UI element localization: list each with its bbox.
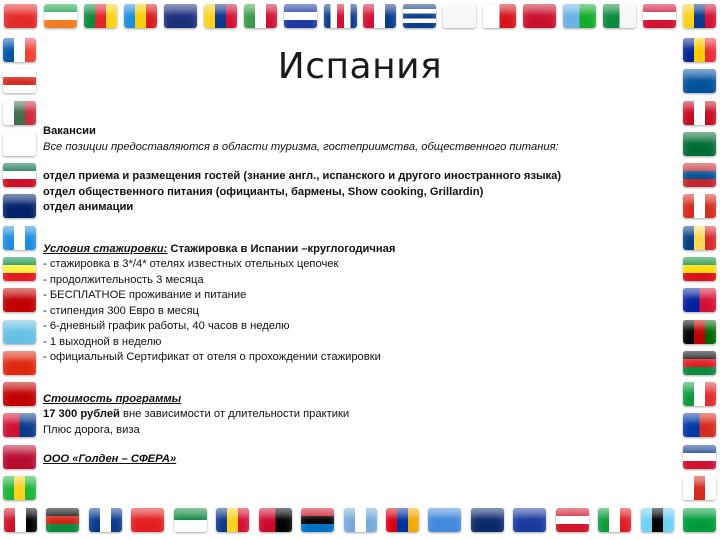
flag-icon [259,508,292,532]
flag-icon [683,382,716,406]
flag-icon [386,508,419,532]
slide-content [43,124,663,468]
flag-border-right [683,38,717,500]
flag-icon [3,288,36,312]
condition-item: - официальный Сертификат от отеля о прохождении стажировки [43,351,381,363]
flag-icon [3,445,36,469]
flag-icon [603,4,636,28]
condition-item: - стажировка в 3*/4* отелях известных отельных цепочек [43,258,339,270]
flag-icon [683,101,716,125]
flag-icon [164,4,197,28]
flag-icon [46,508,79,532]
flag-icon [204,4,237,28]
flag-icon [3,257,36,281]
flag-icon [3,163,36,187]
flag-icon [683,320,716,344]
flag-icon [3,382,36,406]
flag-icon [683,413,716,437]
flag-icon [428,508,461,532]
flag-icon [643,4,676,28]
cost-price: 17 300 рублей [43,408,120,420]
flag-border-bottom [4,508,716,534]
flag-icon [3,320,36,344]
flag-icon [641,508,674,532]
flag-icon [301,508,334,532]
vacancies-heading: Вакансии [43,125,96,137]
flag-icon [4,4,37,28]
condition-item: - 6-дневный график работы, 40 часов в неделю [43,320,290,332]
flag-icon [3,413,36,437]
flag-icon [443,4,476,28]
flag-border-top [4,4,716,30]
flag-icon [3,351,36,375]
flag-icon [324,4,357,28]
flag-icon [683,288,716,312]
conditions-text: Стажировка в Испании –круглогодичная [167,242,396,255]
vacancy-item: отдел анимации [43,201,134,213]
flag-icon [683,476,716,500]
flag-icon [284,4,317,28]
flag-icon [89,508,122,532]
flag-icon [683,132,716,156]
conditions-label: Условия стажировки: [43,242,168,255]
flag-icon [124,4,157,28]
cost-heading: Стоимость программы [43,392,182,405]
flag-icon [683,4,716,28]
flag-icon [598,508,631,532]
flag-icon [244,4,277,28]
vacancy-item: отдел приема и размещения гостей (знание англ., испанского и другого иностранного языка) [43,170,562,182]
flag-icon [683,163,716,187]
cost-price-note: вне зависимости от длительности практики [119,408,350,420]
condition-item: - 1 выходной в неделю [43,335,162,348]
vacancy-item: отдел общественного питания (официанты, бармены, Show cooking, Grillardin) [43,185,484,198]
flag-icon [4,508,37,532]
flag-icon [44,4,77,28]
flag-icon [556,508,589,532]
flag-icon [563,4,596,28]
flag-icon [523,4,556,28]
cost-line [43,407,663,423]
flag-border-left [3,38,37,500]
vacancies-intro: Все позиции предоставляются в области туризма, гостеприимства, общественного питания: [43,140,559,153]
condition-item: - стипендия 300 Евро в месяц [43,304,199,317]
flag-icon [683,194,716,218]
flag-icon [3,226,36,250]
company-name: ООО «Голден – СФЕРА» [43,453,177,465]
flag-icon [363,4,396,28]
flag-icon [3,132,36,156]
flag-icon [683,257,716,281]
flag-icon [483,4,516,28]
flag-icon [683,226,716,250]
flag-icon [403,4,436,28]
flag-icon [3,476,36,500]
flag-icon [3,194,36,218]
conditions-line [43,242,663,258]
flag-icon [84,4,117,28]
slide-title: Испания [277,46,443,87]
cost-extra: Плюс дорога, виза [43,423,140,436]
flag-icon [683,508,716,532]
flag-icon [3,101,36,125]
flag-icon [471,508,504,532]
flag-icon [683,445,716,469]
condition-item: - БЕСПЛАТНОЕ проживание и питание [43,289,247,301]
flag-icon [216,508,249,532]
flag-icon [513,508,546,532]
flag-icon [174,508,207,532]
condition-item: - продолжительность 3 месяца [43,273,204,286]
flag-icon [131,508,164,532]
flag-icon [344,508,377,532]
flag-icon [683,351,716,375]
